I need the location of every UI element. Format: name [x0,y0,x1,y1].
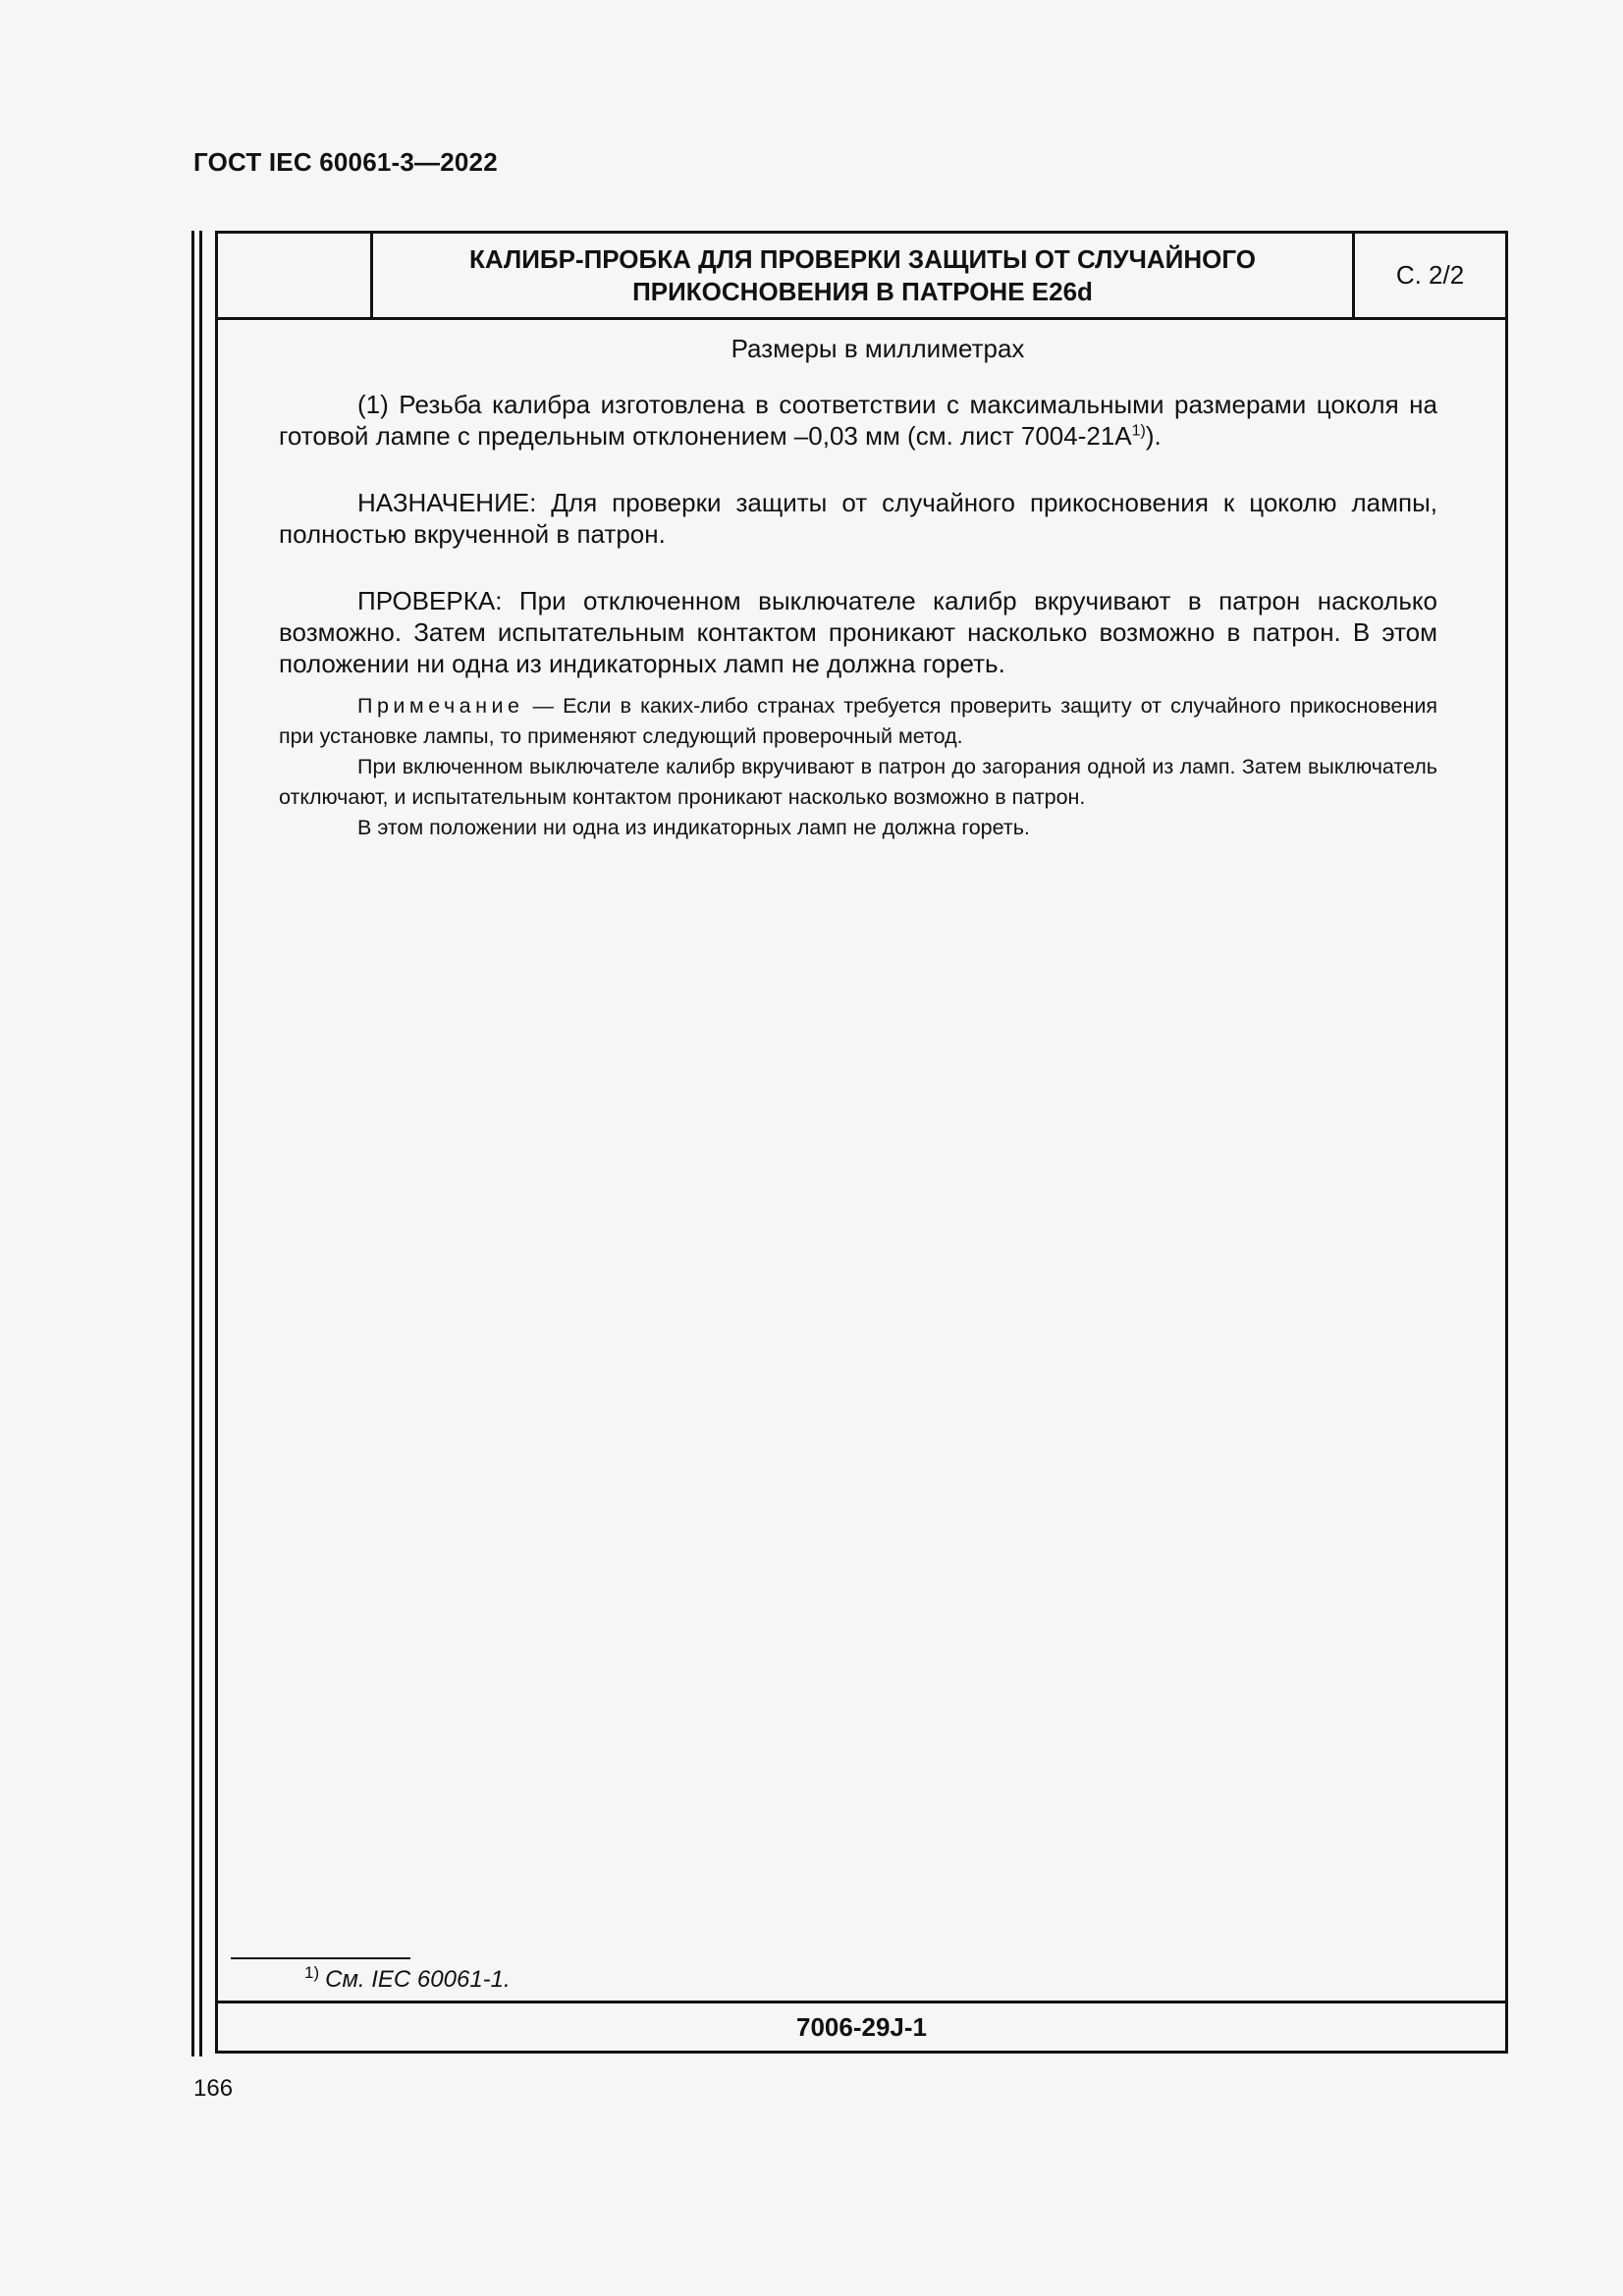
footnote-rule [231,1957,410,1959]
sheet-title-line1: КАЛИБР-ПРОБКА ДЛЯ ПРОВЕРКИ ЗАЩИТЫ ОТ СЛУЧАЙНОГО [469,243,1256,274]
note-paragraph [279,691,1437,752]
sheet-frame [215,231,1508,2054]
margin-line-2 [199,231,202,2056]
note-text: — Если в каких-либо странах требуется проверить защиту от случайного прикосновения при установке лампы, то применяют следующий проверочный метод. [279,694,1437,748]
note-paragraph-2: При включенном выключателе калибр вкручивают в патрон до загорания одной из ламп. Затем выключатель отключают, и испытательным контактом проникают насколько возможно в патрон. [279,755,1437,809]
paragraph-thread-text: (1) Резьба калибра изготовлена в соответствии с максимальными размерами цоколя на готовой лампе с предельным отклонением –0,03 мм (см. лист 7004-21А [279,390,1437,451]
sheet-content [279,332,1437,843]
page-number: 166 [193,2075,234,2102]
title-row [218,234,1505,320]
note-label: Примечание [357,694,524,718]
dimensions-note: Размеры в миллиметрах [730,334,1025,363]
footnote-ref: 1) [1131,422,1146,440]
sheet-number: 7006-29J-1 [218,2001,1505,2051]
title-left-cell [218,234,373,317]
paragraph-thread [279,389,1437,452]
note-paragraph-3: В этом положении ни одна из индикаторных ламп не должна гореть. [357,816,1030,839]
footnote-text: См. IEC 60061-1. [325,1966,511,1993]
sheet-title [373,234,1355,317]
paragraph-purpose: НАЗНАЧЕНИЕ: Для проверки защиты от случайного прикосновения к цоколю лампы, полностью вкрученной в патрон. [279,488,1437,549]
paragraph-check: ПРОВЕРКА: При отключенном выключателе калибр вкручивают в патрон насколько возможно. Затем испытательным контактом проникают насколько возможно в патрон. В этом положении ни одна из индикаторных ламп не должна гореть. [279,586,1437,678]
footnote-mark: 1) [304,1963,320,1982]
sheet-page-label: С. 2/2 [1395,260,1465,290]
footnote [304,1963,511,1994]
sheet-title-line2: ПРИКОСНОВЕНИЯ В ПАТРОНЕ E26d [632,276,1093,306]
margin-line-1 [191,231,194,2056]
document-code: ГОСТ IEC 60061-3—2022 [193,147,498,177]
paragraph-thread-end: ). [1145,421,1162,451]
